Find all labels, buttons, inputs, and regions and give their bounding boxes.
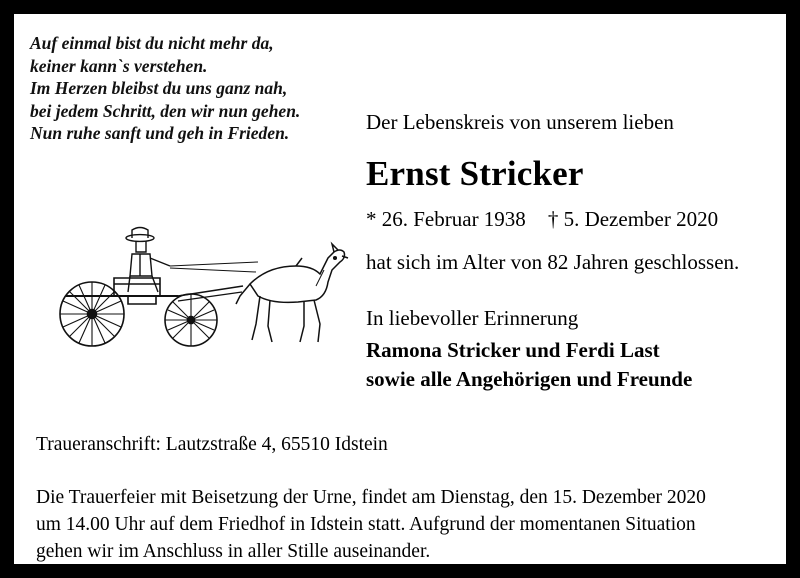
death-date: † 5. Dezember 2020	[547, 207, 719, 231]
mourning-address: Traueranschrift: Lautzstraße 4, 65510 Idstein	[36, 434, 388, 455]
family-line-secondary: sowie alle Angehörigen und Freunde	[366, 367, 693, 391]
birth-date: * 26. Februar 1938	[366, 207, 526, 231]
ceremony-details	[36, 484, 766, 565]
family-line-primary: Ramona Stricker und Ferdi Last	[366, 338, 660, 362]
age-line: hat sich im Alter von 82 Jahren geschlossen.	[366, 250, 740, 274]
poem-line: Im Herzen bleibst du uns ganz nah,	[30, 78, 288, 98]
deceased-name: Ernst Stricker	[366, 154, 584, 193]
ceremony-line: um 14.00 Uhr auf dem Friedhof in Idstein statt. Aufgrund der momentanen Situation	[36, 514, 696, 535]
ceremony-line: Die Trauerfeier mit Beisetzung der Urne, findet am Dienstag, den 15. Dezember 2020	[36, 487, 706, 508]
funeral-details-block	[36, 432, 766, 565]
memory-line: In liebevoller Erinnerung	[366, 306, 579, 330]
horse-carriage-illustration	[28, 200, 358, 360]
lead-line: Der Lebenskreis von unserem lieben	[366, 110, 674, 134]
notice-block	[366, 109, 774, 394]
card-inner	[14, 14, 786, 564]
poem-block	[30, 32, 360, 145]
poem-line: keiner kann`s verstehen.	[30, 55, 208, 76]
poem-line: Auf einmal bist du nicht mehr da,	[30, 33, 274, 53]
poem-line: bei jedem Schritt, den wir nun gehen.	[30, 100, 301, 121]
ceremony-line: gehen wir im Anschluss in aller Stille auseinander.	[36, 541, 431, 562]
poem-line: Nun ruhe sanft und geh in Frieden.	[30, 123, 290, 143]
life-dates	[366, 206, 774, 233]
